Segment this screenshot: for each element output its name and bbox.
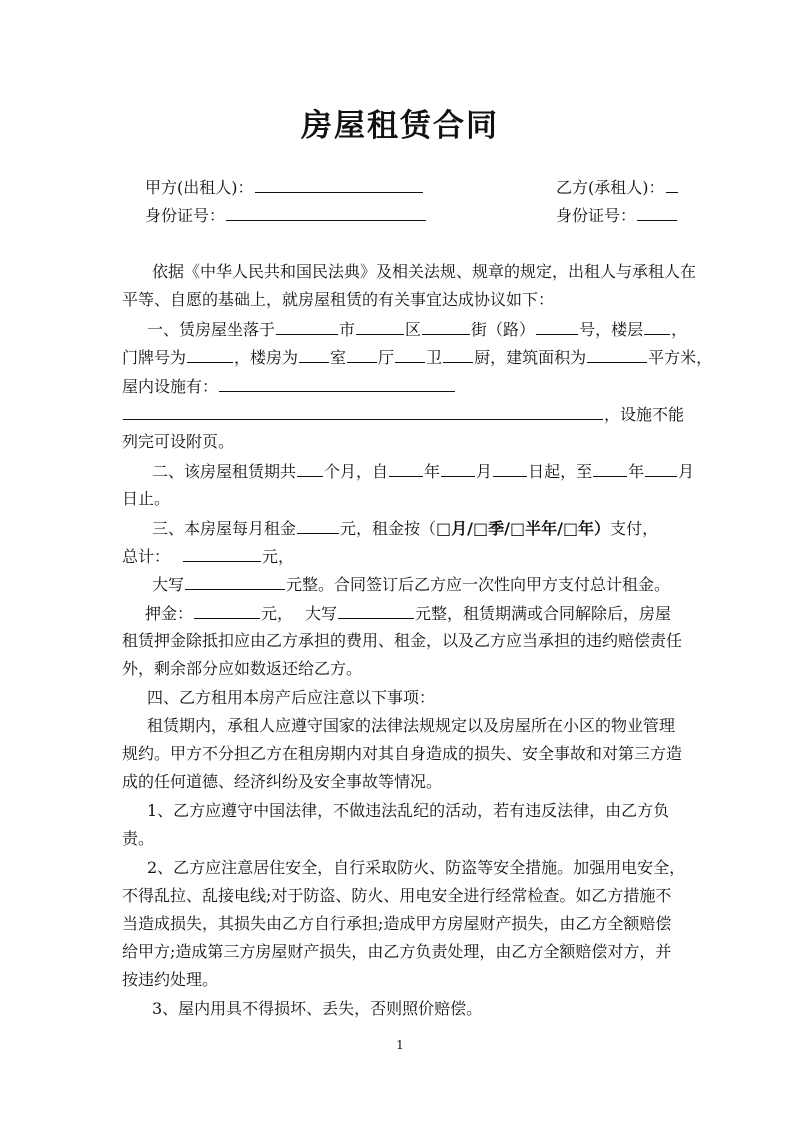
uppercase-label: 大写 xyxy=(152,575,185,594)
rooms-blank[interactable] xyxy=(299,347,329,363)
room-label: 室 xyxy=(330,348,347,367)
id-b-blank[interactable] xyxy=(637,205,677,221)
pay-label: 支付， xyxy=(610,519,659,538)
clause4-p1-line-1: 租赁期内，承租人应遵守国家的法律法规规定以及房屋所在小区的物业管理 xyxy=(147,716,676,735)
start-year-label: 年 xyxy=(424,462,441,481)
end-year-blank[interactable] xyxy=(593,461,627,477)
clause3-line-4 xyxy=(145,603,671,624)
floor-label: 号，楼层 xyxy=(579,320,644,339)
clause2-line-2: 日止。 xyxy=(122,489,171,508)
facilities-label: 屋内设施有： xyxy=(122,377,219,396)
total-unit: 元， xyxy=(262,547,295,566)
clause3-line-6: 外，剩余部分应如数返还给乙方。 xyxy=(122,659,363,678)
clause1-line-1 xyxy=(147,319,687,340)
clause1-line-5: 列完可设附页。 xyxy=(122,432,235,451)
clause2-line-1 xyxy=(152,461,694,482)
item2-line-3: 当造成损失，其损失由乙方自行承担;造成甲方房屋财产损失，由乙方全额赔偿 xyxy=(122,914,672,933)
district-label: 区 xyxy=(405,320,422,339)
number-blank[interactable] xyxy=(536,319,578,335)
bath-label: 卫 xyxy=(426,348,443,367)
clause3-line-1 xyxy=(152,518,658,539)
payment-label: 元，租金按（ xyxy=(340,519,437,538)
party-a-line xyxy=(145,177,424,198)
start-month-blank[interactable] xyxy=(441,461,475,477)
start-year-blank[interactable] xyxy=(389,461,423,477)
halls-blank[interactable] xyxy=(347,347,377,363)
party-b-line xyxy=(556,177,679,198)
total-blank[interactable] xyxy=(183,546,261,562)
clause3-line-5: 租赁押金除抵扣应由乙方承担的费用、租金，以及乙方应当承担的违约赔偿责任 xyxy=(122,631,683,650)
clause4-heading: 四、乙方租用本房产后应注意以下事项： xyxy=(147,688,436,707)
item2-line-2: 不得乱拉、乱接电线;对于防盗、防火、用电安全进行经常检查。如乙方措施不 xyxy=(122,886,672,905)
clause3-line-3 xyxy=(152,574,670,595)
deposit-label: 押金： xyxy=(145,604,194,623)
building-label: ，楼房为 xyxy=(234,348,299,367)
total-label: 总计： xyxy=(122,547,171,566)
item2-line-1: 2、乙方应注意居住安全，自行采取防火、防盗等安全措施。加强用电安全， xyxy=(147,858,686,877)
quarterly-checkbox[interactable]: □季/ xyxy=(473,519,510,538)
party-a-label: 甲方(出租人)： xyxy=(145,178,254,197)
rent-blank[interactable] xyxy=(297,518,339,534)
facilities-blank-2[interactable] xyxy=(123,404,603,420)
door-number-label: 门牌号为 xyxy=(122,348,187,367)
monthly-checkbox[interactable]: □月/ xyxy=(436,519,473,538)
comma: ， xyxy=(671,320,688,339)
start-day-label: 日起，至 xyxy=(528,462,593,481)
deposit-uppercase-blank[interactable] xyxy=(338,603,414,619)
deposit-uppercase-label: 大写 xyxy=(305,604,338,623)
yearly-checkbox[interactable]: □年） xyxy=(562,519,611,538)
item3-line: 3、屋内用具不得损坏、丢失，否则照价赔偿。 xyxy=(152,999,483,1018)
kitchens-blank[interactable] xyxy=(443,347,473,363)
months-label: 个月，自 xyxy=(324,462,389,481)
end-month-label: 月 xyxy=(678,462,695,481)
clause1-line-2 xyxy=(122,347,712,368)
id-a-blank[interactable] xyxy=(226,205,426,221)
sqm-label: 平方米， xyxy=(648,348,713,367)
clause1-text: 一、赁房屋坐落于 xyxy=(147,320,276,339)
facilities-blank[interactable] xyxy=(219,376,455,392)
deposit-text: 元整，租赁期满或合同解除后，房屋 xyxy=(415,604,672,623)
clause3-line-2 xyxy=(122,546,294,567)
deposit-unit: 元， xyxy=(261,604,294,623)
end-month-blank[interactable] xyxy=(645,461,677,477)
preamble-line-2: 平等、自愿的基础上，就房屋租赁的有关事宜达成协议如下： xyxy=(122,290,555,309)
baths-blank[interactable] xyxy=(395,347,425,363)
hall-label: 厅 xyxy=(378,348,395,367)
total-payment-text: 元整。合同签订后乙方应一次性向甲方支付总计租金。 xyxy=(286,575,671,594)
id-a-label: 身份证号： xyxy=(145,206,226,225)
clause4-p1-line-3: 成的任何道德、经济纠纷及安全事故等情况。 xyxy=(122,772,443,791)
preamble-line-1: 依据《中华人民共和国民法典》及相关法规、规章的规定，出租人与承租人在 xyxy=(152,262,697,281)
clause1-line-4 xyxy=(122,404,684,425)
id-b-line xyxy=(556,205,678,226)
street-blank[interactable] xyxy=(422,319,470,335)
id-b-label: 身份证号： xyxy=(556,206,637,225)
item1-line-1: 1、乙方应遵守中国法律，不做违法乱纪的活动，若有违反法律，由乙方负 xyxy=(147,801,670,820)
district-blank[interactable] xyxy=(356,319,404,335)
door-number-blank[interactable] xyxy=(187,347,233,363)
item2-line-5: 按违约处理。 xyxy=(122,970,219,989)
party-b-blank[interactable] xyxy=(666,177,678,193)
floor-blank[interactable] xyxy=(644,319,670,335)
city-blank[interactable] xyxy=(276,319,338,335)
clause1-line-3 xyxy=(122,376,456,397)
clause4-p1-line-2: 规约。甲方不分担乙方在租房期内对其自身造成的损失、安全事故和对第三方造 xyxy=(122,744,683,763)
start-month-label: 月 xyxy=(476,462,493,481)
lease-term-label: 二、该房屋租赁期共 xyxy=(152,462,297,481)
page-number: 1 xyxy=(396,1038,404,1052)
deposit-blank[interactable] xyxy=(194,603,260,619)
months-blank[interactable] xyxy=(297,461,323,477)
item2-line-4: 给甲方;造成第三方房屋财产损失，由乙方负责处理，由乙方全额赔偿对方，并 xyxy=(122,942,672,961)
rent-label: 三、本房屋每月租金 xyxy=(152,519,297,538)
city-label: 市 xyxy=(339,320,356,339)
party-a-blank[interactable] xyxy=(255,177,423,193)
area-blank[interactable] xyxy=(587,347,647,363)
street-label: 街（路） xyxy=(471,320,536,339)
party-b-label: 乙方(承租人)： xyxy=(556,178,665,197)
half-year-checkbox[interactable]: □半年/ xyxy=(509,519,563,538)
document-title: 房屋租赁合同 xyxy=(301,108,499,144)
item1-line-2: 责。 xyxy=(122,829,155,848)
start-day-blank[interactable] xyxy=(493,461,527,477)
facilities-continued: ，设施不能 xyxy=(604,405,685,424)
id-a-line xyxy=(145,205,427,226)
end-year-label: 年 xyxy=(628,462,645,481)
uppercase-total-blank[interactable] xyxy=(185,574,285,590)
area-label: 厨，建筑面积为 xyxy=(474,348,587,367)
